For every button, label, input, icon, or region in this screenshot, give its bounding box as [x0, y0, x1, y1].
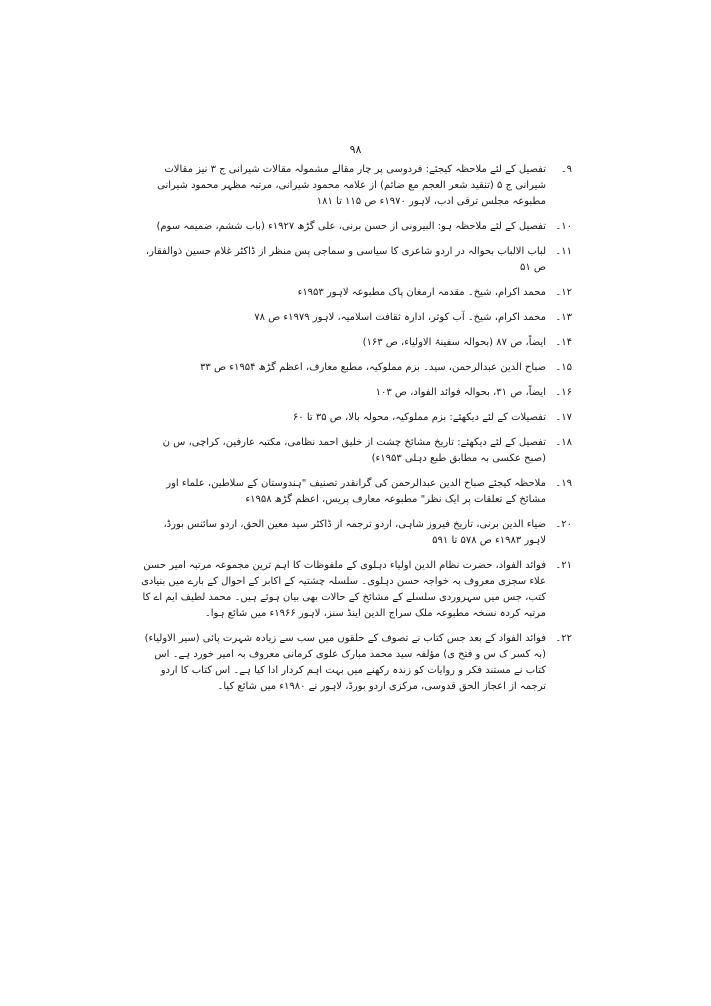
- footnote: [140, 219, 572, 235]
- footnote-number: ۱۲۔: [555, 287, 572, 298]
- footnote-text: لباب الالباب بحوالہ در اردو شاعری کا سیاسی و سماجی پس منظر از ڈاکٹر غلام حسین ذوالفقار، ص ۵۱: [145, 246, 546, 273]
- footnote-text: ایضاً، ص ۸۷ (بحوالہ سفینۃ الاولیاء، ص ۱۶۳): [362, 337, 546, 348]
- footnote-text: فوائد الفواد کے بعد جس کتاب نے تصوف کے حلقوں میں سب سے زیادہ شہرت پائی (سیر الاولیاء) (بہ کسر ک س و فتح ی) مؤلفہ سید محمد مبارک علوی کرمانی معروف بہ امیر خورد ہے۔ اس کتاب نے مستند فکر و روایات کو زندہ رکھنے میں بہت اہم کردار ادا کیا ہے۔ اس کتاب کا اردو ترجمہ از اعجاز الحق قدوسی، مرکزی اردو بورڈ، لاہور نے ۱۹۸۰ء میں شائع کیا۔: [144, 633, 546, 692]
- footnote: [140, 631, 572, 695]
- footnote-number: ۱۱۔: [555, 246, 572, 257]
- footnote: [140, 162, 572, 210]
- footnote-number: ۱۹۔: [555, 478, 572, 489]
- footnote-text: تفصیل کے لئے ملاحظہ ہو: البیرونی از حسن برنی، علی گڑھ ۱۹۲۷ء (باب ششم، ضمیمہ سوم): [156, 221, 546, 232]
- footnote-text: فوائد الفواد، حضرت نظام الدین اولیاء دہلوی کے ملفوظات کا اہم ترین مجموعہ مرتبہ امیر حسن علاء سجزی معروف بہ خواجہ حسن دہلوی۔ سلسلہ چشتیہ کے اکابر کے احوال کے بارے میں بنیادی کتب، جس میں سہروردی سلسلے کے مشائخ کے حالات بھی بیان ہوئے ہیں۔ محمد لطیف ایم اے کا مرتبہ کردہ نسخہ مطبوعہ ملک سراج الدین اینڈ سنز، لاہور ۱۹۶۶ء میں شائع ہوا۔: [141, 560, 546, 619]
- footnote: [140, 285, 572, 301]
- page-number: ۹۸: [349, 143, 362, 156]
- footnote-text: ایضاً، ص ۳۱، بحوالہ فوائد الفواد، ص ۱۰۳: [375, 387, 546, 398]
- footnote: [140, 310, 572, 326]
- footnote-text: محمد اکرام، شیخ۔ آب کوثر، ادارہ ثقافت اسلامیہ، لاہور ۱۹۷۹ء ص ۷۸: [254, 312, 546, 323]
- footnote-text: ملاحظہ کیجئے صباح الدین عبدالرحمن کی گرانقدر تصنیف "ہندوستان کے سلاطین، علماء اور مشائخ کے تعلقات پر ایک نظر" مطبوعہ معارف پریس، اعظم گڑھ ۱۹۵۸ء: [166, 478, 546, 505]
- footnote-text: تفصیلات کے لئے دیکھئے: بزم مملوکیہ، محولہ بالا، ص ۳۵ تا ۶۰: [292, 412, 546, 423]
- footnote-number: ۱۸۔: [555, 437, 572, 448]
- footnote-text: صباح الدین عبدالرحمن، سید۔ بزم مملوکیہ، مطبع معارف، اعظم گڑھ ۱۹۵۴ء ص ۳۳: [200, 362, 546, 373]
- footnote-text: تفصیل کے لئے ملاحظہ کیجئے: فردوسی پر چار مقالے مشمولہ مقالات شیرانی ج ۳ نیز مقالات شیرانی ج ۵ (تنقید شعر العجم مع ضائم) از علامہ محمود شیرانی، مرتبہ مظہر محمود شیرانی مطبوعہ مجلس ترقی ادب، لاہور ۱۹۷۰ء ص ۱۱۵ تا ۱۸۱: [157, 164, 546, 207]
- footnote-number: ۲۰۔: [555, 519, 572, 530]
- footnotes-list: [140, 162, 572, 704]
- footnote: [140, 410, 572, 426]
- footnote: [140, 517, 572, 549]
- footnote: [140, 244, 572, 276]
- footnote-number: ۱۵۔: [555, 362, 572, 373]
- footnote: [140, 558, 572, 622]
- footnote-number: ۲۲۔: [555, 633, 572, 644]
- footnote-number: ۱۳۔: [555, 312, 572, 323]
- footnote-number: ۹۔: [560, 164, 572, 175]
- footnote-number: ۱۷۔: [555, 412, 572, 423]
- footnote: [140, 385, 572, 401]
- footnote: [140, 360, 572, 376]
- footnote-text: محمد اکرام، شیخ۔ مقدمہ ارمغان پاک مطبوعہ لاہور ۱۹۵۳ء: [297, 287, 546, 298]
- footnote-number: ۱۰۔: [555, 221, 572, 232]
- footnote-text: تفصیل کے لئے دیکھئے: تاریخ مشائخ چشت از خلیق احمد نظامی، مکتبہ عارفین، کراچی، س ن (صبح عکسی بہ مطابق طبع دہلی ۱۹۵۳ء): [162, 437, 546, 464]
- footnote-number: ۲۱۔: [555, 560, 572, 571]
- footnote-number: ۱۴۔: [555, 337, 572, 348]
- footnote-number: ۱۶۔: [555, 387, 572, 398]
- footnote: [140, 335, 572, 351]
- footnote: [140, 435, 572, 467]
- footnote: [140, 476, 572, 508]
- footnote-text: ضیاء الدین برنی، تاریخ فیروز شاہی، اردو ترجمہ از ڈاکٹر سید معین الحق، اردو سائنس بورڈ، لاہور ۱۹۸۳ء ص ۵۷۸ تا ۵۹۱: [163, 519, 546, 546]
